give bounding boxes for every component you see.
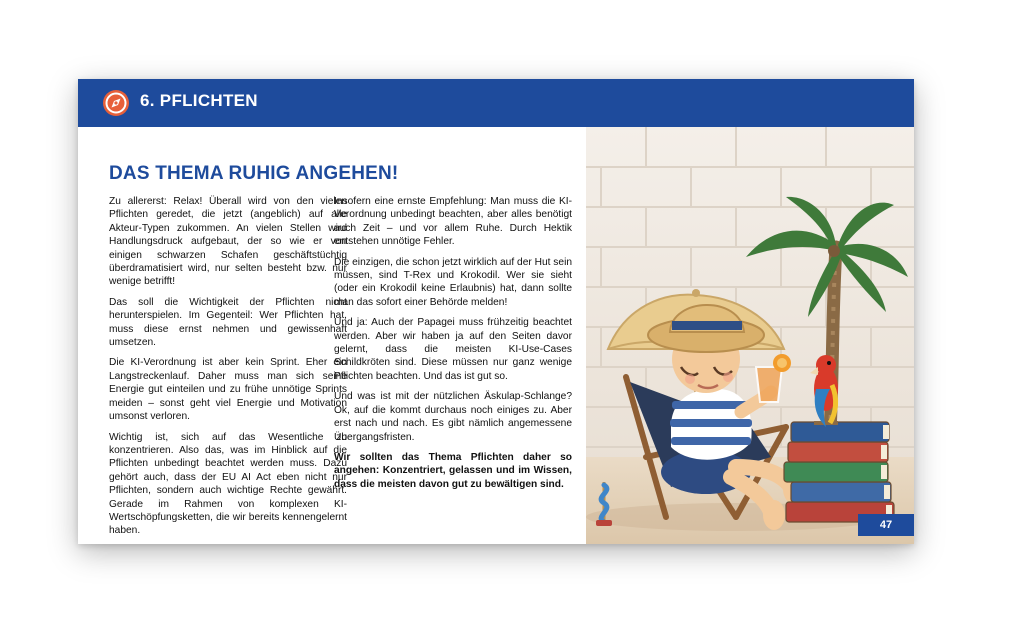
relaxing-figure-beach-chair-illustration [586, 127, 914, 544]
document-page [78, 79, 914, 544]
paragraph: Die KI-Verordnung ist aber kein Sprint. Eher ein Langstreckenlauf. Daher muss man sich seine Energie gut einteilen und zu frühe unnötige Sprints meiden – sonst geht viel Energie und Motivation umsonst verloren. [109, 357, 347, 423]
paragraph: Und was ist mit der nützlichen Äskulap-Schlange? Ok, auf die kommt durchaus noch einiges zu. Aber erst nach und nach. Es gibt nämlich angemessene Übergangsfristen. [334, 391, 572, 443]
paragraph: Die einzigen, die schon jetzt wirklich auf der Hut sein müssen, sind T-Rex und Krokodil. Wer sie sieht (oder ein Krokodil keine Erlaubnis) hat, dann sollte man das sofort einer Behörde melden! [334, 256, 572, 308]
paragraph: Das soll die Wichtigkeit der Pflichten nicht herunterspielen. Im Gegenteil: Wer Pflichten hat, muss diese ernst nehmen und gewissenhaft umsetzen. [109, 296, 347, 349]
section-heading: DAS THEMA RUHIG ANGEHEN! [109, 163, 399, 184]
text-column-right [334, 195, 572, 498]
compass-icon [102, 89, 130, 117]
paragraph: Und ja: Auch der Papagei muss frühzeitig beachtet werden. Aber wir haben ja auf den Seiten davor gelernt, dass die meisten KI-Use-Cases Schildkröten sind. Diese müssen nur ganz wenige Pflichten beachten. Und das ist gut so. [334, 317, 572, 382]
paragraph: Zu allererst: Relax! Überall wird von den vielen Pflichten geredet, die jetzt (angeblich) auf alle Akteur-Typen zukommen. An vielen Stellen wird Handlungsdruck aufgebaut, der so wie er von einigen schwarzen Schafen geschäftstüchtig überdramatisiert wird, nur selten besteht bzw. nur wenige betrifft! [109, 196, 347, 288]
chapter-title: 6. PFLICHTEN [140, 91, 258, 110]
paragraph: Insofern eine ernste Empfehlung: Man muss die KI-Verordnung unbedingt beachten, aber alles benötigt auch Zeit – und vor allem Ruhe. Durch Hektik entstehen unnötige Fehler. [334, 196, 572, 248]
chapter-header [78, 79, 914, 127]
page-number: 47 [858, 514, 914, 536]
paragraph: Wichtig ist, sich auf das Wesentliche zu konzentrieren. Also das, was im Hinblick auf die Pflichten unbedingt beachtet werden muss. Dazu gehört auch, dass der EU AI Act eben nicht nur Pflichten, sondern auch wichtige Rechte gewährt. Gerade im Rahmen von komplexen KI-Wertschöpfungsketten, die wir bereits kennengelernt haben. [109, 431, 347, 537]
illustration [586, 127, 914, 544]
closing-statement: Wir sollten das Thema Pflichten daher so angehen: Konzentriert, gelassen und im Wissen, dass die meisten davon gut zu bewältigen sind. [334, 451, 572, 490]
text-column-left [109, 195, 347, 544]
